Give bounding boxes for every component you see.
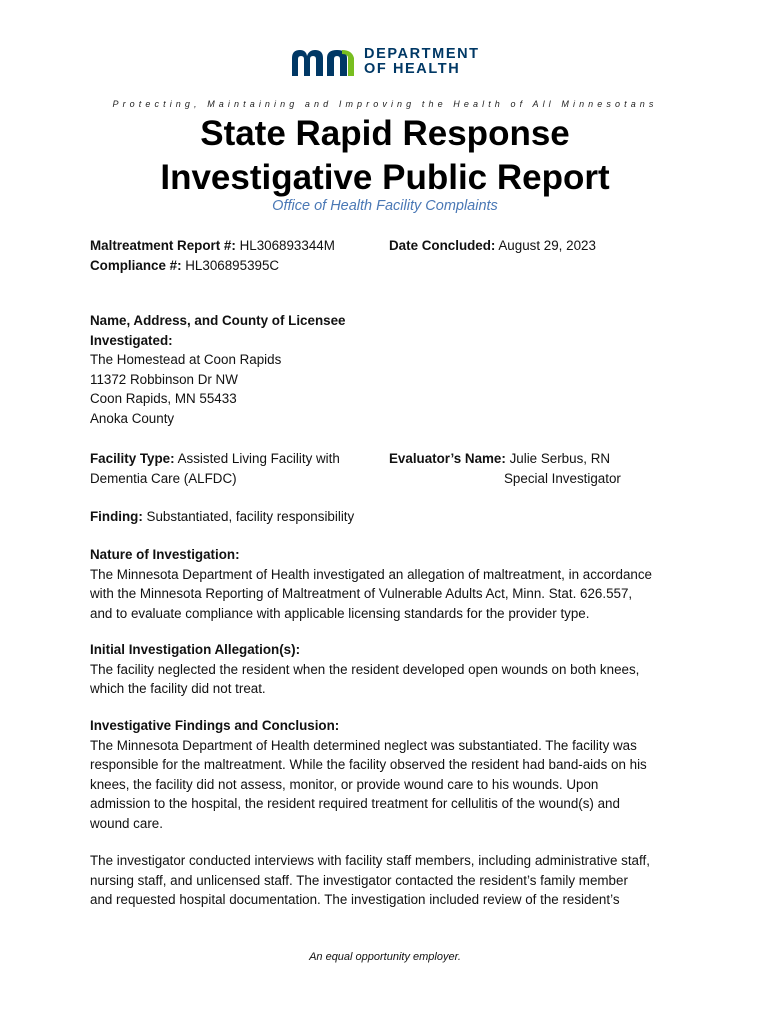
title-line-2: Investigative Public Report [160,158,610,197]
allegation-line: The facility neglected the resident when the resident developed open wounds on both knees, [90,661,640,677]
logo-text [364,47,480,77]
maltreatment-value: HL306893344M [239,238,335,253]
evaluator-label: Evaluator’s Name: [389,451,506,466]
finding-value: Substantiated, facility responsibility [146,509,355,524]
compliance-value: HL306895395C [185,257,280,273]
footer-text: An equal opportunity employer. [309,951,461,963]
compliance-line [90,256,380,276]
date-value: August 29, 2023 [498,238,596,253]
findings-line: responsible for the maltreatment. While the facility observed the resident had band-aids on his [90,757,647,773]
allegation-line: which the facility did not treat. [90,681,266,697]
logo-line-department: DEPARTMENT [364,46,480,62]
findings-section [90,716,690,834]
evaluator [389,449,689,488]
tagline: Protecting, Maintaining and Improving the Health of All Minnesotans [112,99,658,109]
facility-type-label: Facility Type: [90,451,175,466]
findings-heading: Investigative Findings and Conclusion: [90,718,340,733]
licensee-city: Coon Rapids, MN 55433 [90,391,237,407]
nature-line: and to evaluate compliance with applicable licensing standards for the provider type. [90,605,590,621]
report-numbers [90,236,380,275]
findings-line: wound care. [90,815,163,831]
interview-line: The investigator conducted interviews with facility staff members, including administrative staff, [90,853,650,868]
mn-logo-icon [290,46,356,78]
nature-heading: Nature of Investigation: [90,547,240,562]
allegation-heading: Initial Investigation Allegation(s): [90,642,301,657]
licensee-county: Anoka County [90,410,175,426]
evaluator-name: Julie Serbus, RN [509,451,611,466]
licensee-heading-1: Name, Address, and County of Licensee [90,313,346,328]
finding-line [90,507,690,527]
licensee-street: 11372 Robbinson Dr NW [90,371,238,387]
facility-type-line-1 [90,449,380,469]
facility-type-value-2: Dementia Care (ALFDC) [90,470,237,486]
interview-section [90,851,690,910]
evaluator-title: Special Investigator [504,470,621,486]
finding-label: Finding: [90,509,143,524]
licensee-name: The Homestead at Coon Rapids [90,352,282,368]
nature-section [90,545,690,623]
allegation-section [90,640,690,699]
findings-line: The Minnesota Department of Health determined neglect was substantiated. The facility was [90,737,637,753]
office-subtitle: Office of Health Facility Complaints [272,198,498,214]
facility-type [90,449,380,488]
logo-line-of-health: OF HEALTH [364,61,461,77]
interview-line: nursing staff, and unlicensed staff. The investigator contacted the resident’s family member [90,872,628,888]
date-concluded [389,236,689,256]
mdh-logo [290,46,480,78]
maltreatment-report-line [90,236,380,256]
evaluator-line-1 [389,449,689,469]
compliance-label: Compliance #: [90,257,182,273]
findings-line: knees, the facility did not assess, monitor, or provide wound care to his wounds. Upon [90,776,599,792]
nature-line: with the Minnesota Reporting of Maltreatment of Vulnerable Adults Act, Minn. Stat. 626.557, [90,586,633,602]
maltreatment-label: Maltreatment Report #: [90,238,236,253]
facility-type-value-1: Assisted Living Facility with [177,451,340,466]
interview-line: and requested hospital documentation. The investigation included review of the resident’s [90,892,620,908]
licensee-heading-2: Investigated: [90,332,173,348]
page-title [0,112,770,200]
licensee-block [90,311,390,429]
date-label: Date Concluded: [389,238,496,253]
nature-line: The Minnesota Department of Health investigated an allegation of maltreatment, in accordance [90,566,652,582]
title-line-1: State Rapid Response [200,114,570,153]
findings-line: admission to the hospital, the resident required treatment for cellulitis of the wound(s) and [90,796,620,812]
